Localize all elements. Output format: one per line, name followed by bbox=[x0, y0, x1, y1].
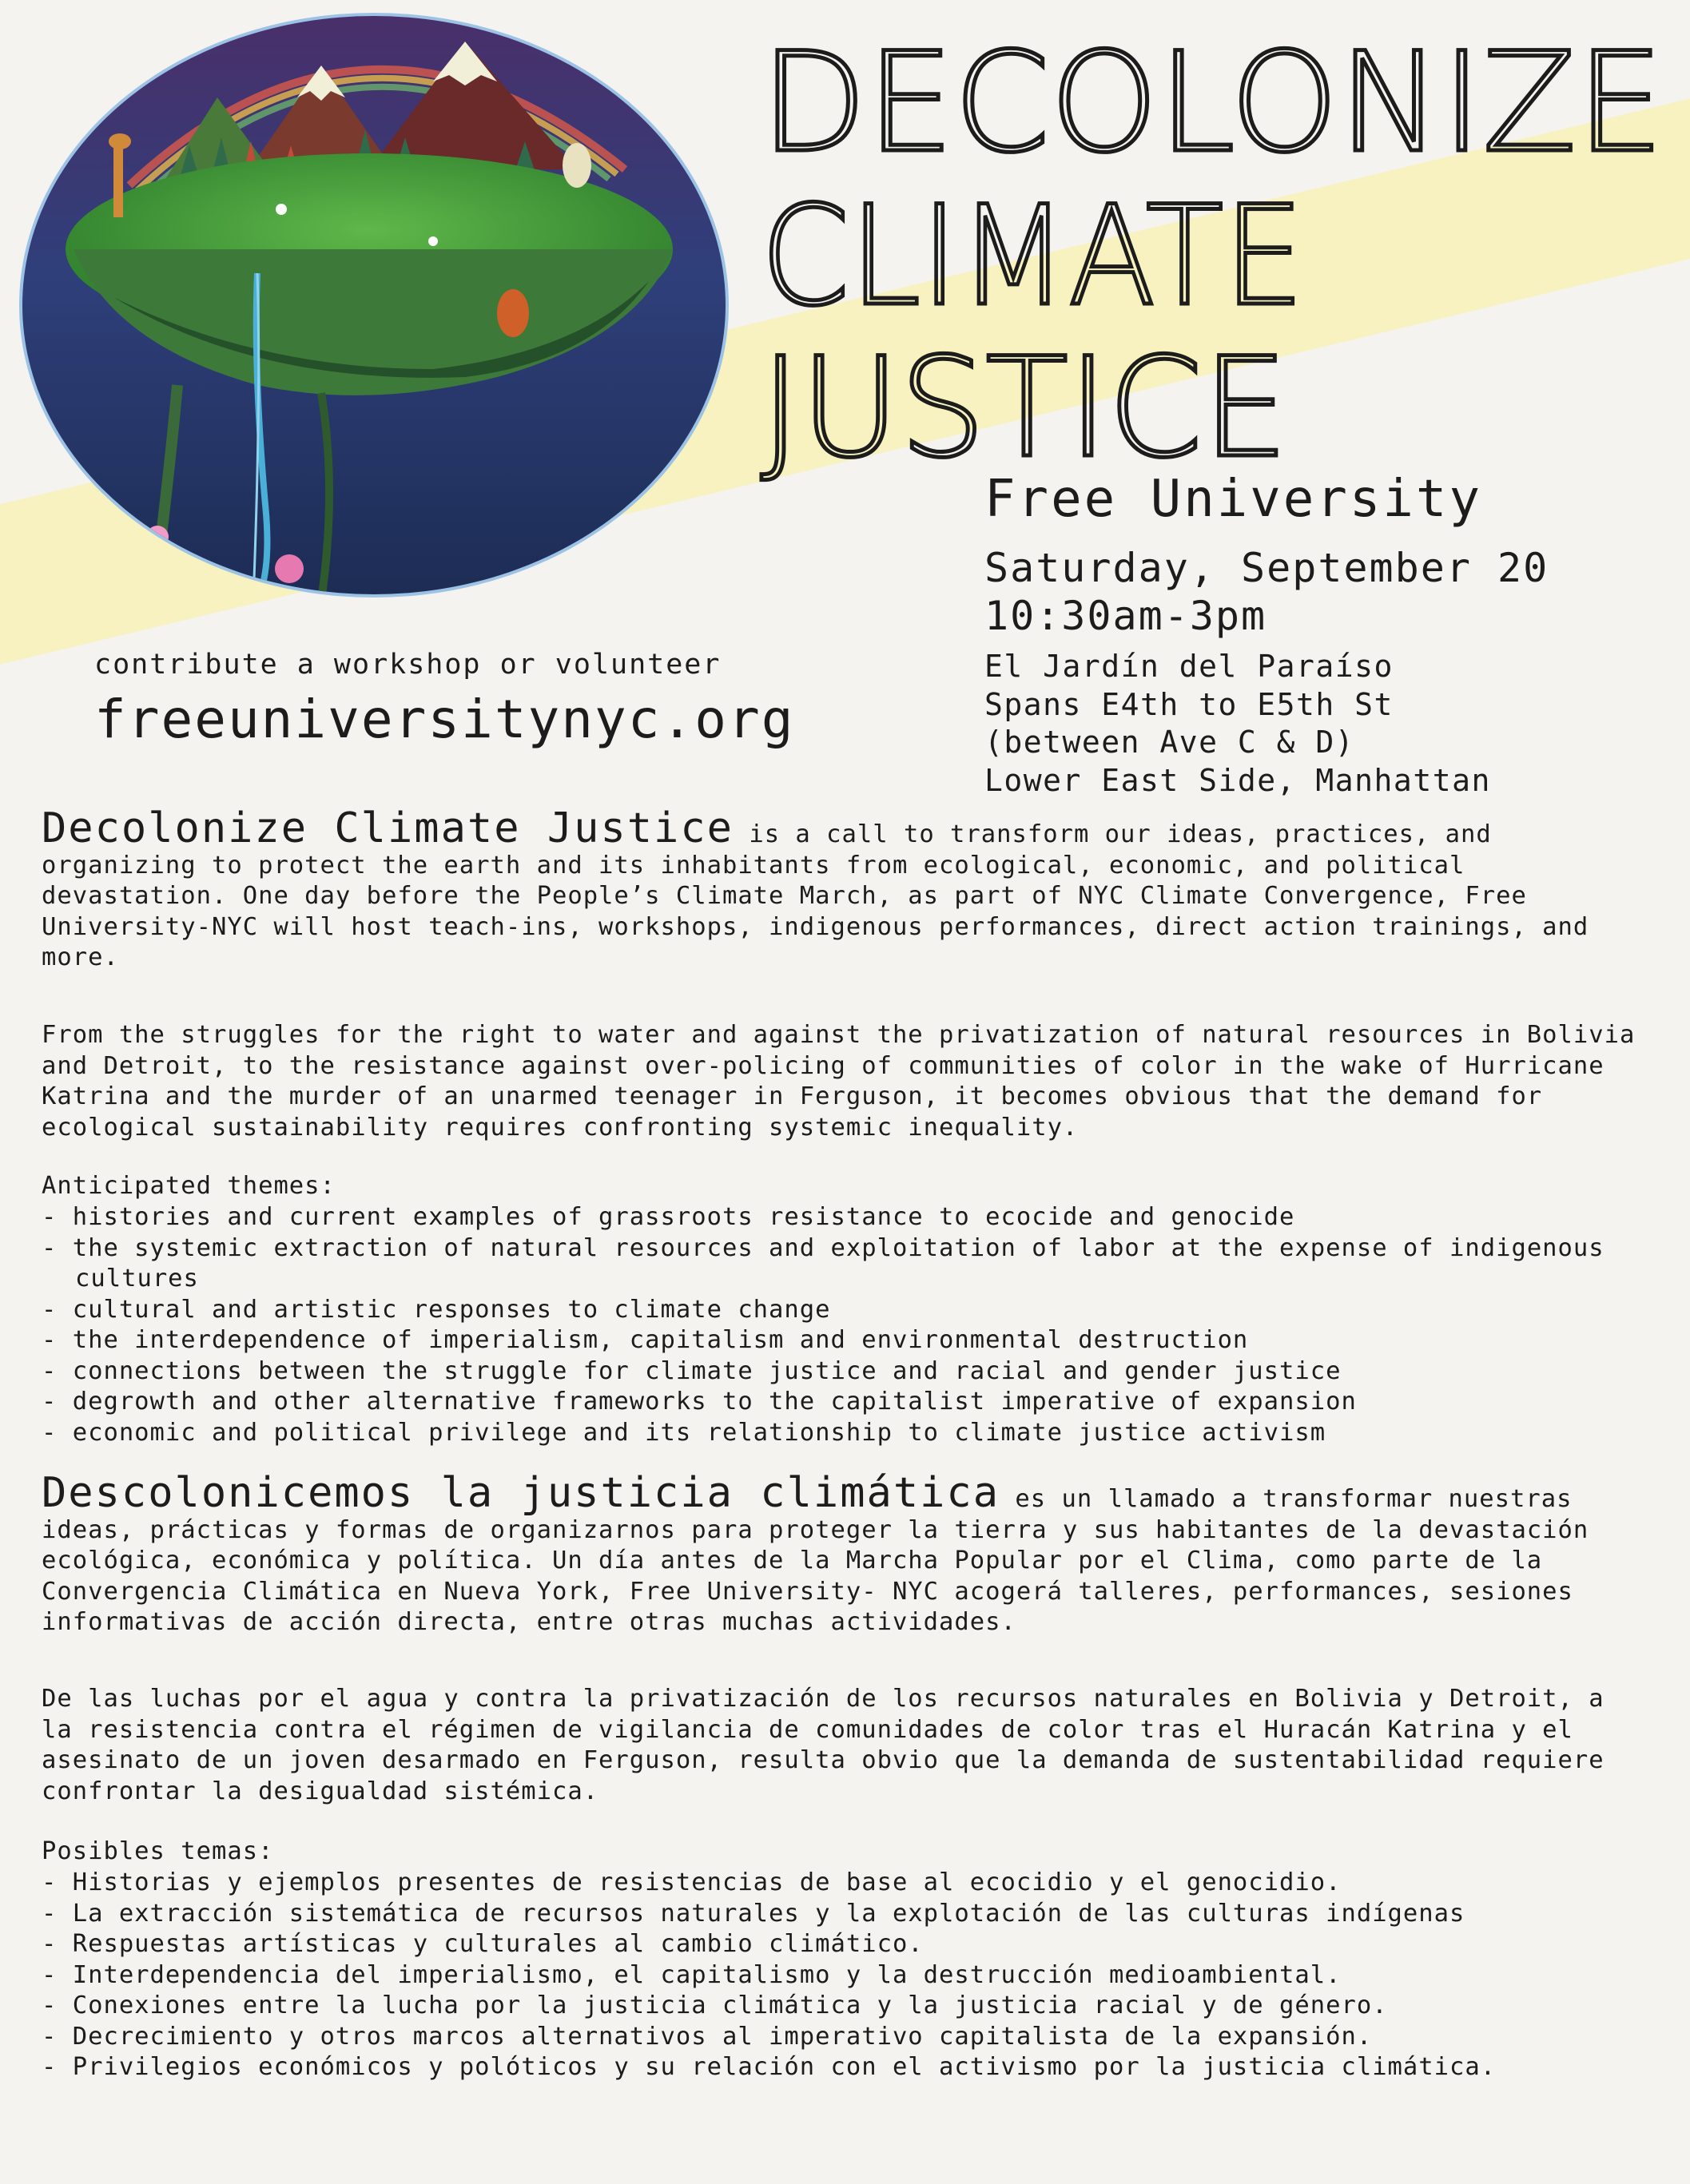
floating-island-illustration bbox=[18, 10, 734, 601]
list-item: - Privilegios económicos y polóticos y su relación con el activismo por la justicia climática. bbox=[42, 2052, 1648, 2083]
event-time: 10:30am-3pm bbox=[984, 593, 1267, 639]
event-date: Saturday, September 20 bbox=[984, 545, 1549, 591]
english-intro bbox=[42, 804, 1648, 974]
title-block bbox=[751, 30, 1678, 510]
spanish-lead: Descolonicemos la justicia climática bbox=[42, 1469, 1000, 1517]
list-item: - economic and political privilege and its relationship to climate justice activism bbox=[42, 1418, 1648, 1449]
contribute-text: contribute a workshop or volunteer bbox=[94, 649, 722, 681]
list-item: - connections between the struggle for climate justice and racial and gender justice bbox=[42, 1356, 1648, 1388]
english-themes-header: Anticipated themes: bbox=[42, 1172, 336, 1200]
title-line-2: CLIMATE bbox=[761, 176, 1304, 336]
list-item: - Conexiones entre la lucha por la justicia climática y la justicia racial y de género. bbox=[42, 1991, 1648, 2022]
title-line-3: JUSTICE bbox=[761, 328, 1288, 488]
list-item: - the interdependence of imperialism, capitalism and environmental destruction bbox=[42, 1325, 1648, 1356]
list-item: - La extracción sistemática de recursos naturales y la explotación de las culturas indígenas bbox=[42, 1899, 1648, 1930]
english-intro-text: is a call to transform our ideas, practices, and organizing to protect the earth and its inhabitants from ecological, economic, and political devastation. One day before the People’s Climate March, as part of NYC Climate Convergence, Free University-NYC will host teach-ins, workshops, indigenous performances, direct action trainings, and more. bbox=[42, 820, 1605, 971]
english-paragraph-2: From the struggles for the right to water and against the privatization of natural resources in Bolivia and Detroit, to the resistance against over-policing of communities of color in the wake of Hurricane Katrina and the murder of an unarmed teenager in Ferguson, it becomes obvious that the demand for ecological sustainability requires confronting systemic inequality. bbox=[42, 1021, 1651, 1142]
event-name: Free University bbox=[984, 470, 1482, 529]
event-area: Lower East Side, Manhattan bbox=[984, 763, 1491, 798]
spanish-intro bbox=[42, 1469, 1648, 1638]
list-item: - cultural and artistic responses to climate change bbox=[42, 1295, 1648, 1326]
list-item: - Respuestas artísticas y culturales al cambio climático. bbox=[42, 1929, 1648, 1960]
list-item: - the systemic extraction of natural resources and exploitation of labor at the expense of indigenous cultures bbox=[42, 1233, 1648, 1295]
english-lead: Decolonize Climate Justice bbox=[42, 804, 734, 852]
website-link[interactable]: freeuniversitynyc.org bbox=[94, 689, 795, 750]
english-themes-list bbox=[42, 1202, 1648, 1448]
spanish-paragraph-2: De las luchas por el agua y contra la privatización de los recursos naturales en Bolivia y Detroit, a la resistencia contra el régimen de vigilancia de comunidades de color tras el Huracán Katrina y el asesinato de un joven desarmado en Ferguson, resulta obvio que la demanda de sustentabilidad requiere confrontar la desigualdad sistémica. bbox=[42, 1685, 1620, 1805]
list-item: - Interdependencia del imperialismo, el capitalismo y la destrucción medioambiental. bbox=[42, 1960, 1648, 1991]
spanish-intro-text: es un llamado a transformar nuestras ideas, prácticas y formas de organizarnos para proteger la tierra y sus habitantes de la devastación ecológica, económica y política. Un día antes de la Marcha Popular por el Clima, como parte de la Convergencia Climática en Nueva York, Free University- NYC acogerá talleres, performances, sesiones informativas de acción directa, entre otras muchas actividades. bbox=[42, 1485, 1605, 1636]
list-item: - degrowth and other alternative frameworks to the capitalist imperative of expansion bbox=[42, 1387, 1648, 1418]
event-venue: El Jardín del Paraíso bbox=[984, 649, 1394, 684]
event-between: (between Ave C & D) bbox=[984, 725, 1355, 760]
spanish-themes-list bbox=[42, 1868, 1648, 2083]
spanish-themes-header: Posibles temas: bbox=[42, 1837, 274, 1865]
list-item: - histories and current examples of grassroots resistance to ecocide and genocide bbox=[42, 1202, 1648, 1233]
list-item: - Decrecimiento y otros marcos alternativos al imperativo capitalista de la expansión. bbox=[42, 2022, 1648, 2053]
list-item: - Historias y ejemplos presentes de resistencias de base al ecocidio y el genocidio. bbox=[42, 1868, 1648, 1899]
event-spans: Spans E4th to E5th St bbox=[984, 687, 1394, 722]
title-line-1: DECOLONIZE bbox=[761, 30, 1664, 183]
